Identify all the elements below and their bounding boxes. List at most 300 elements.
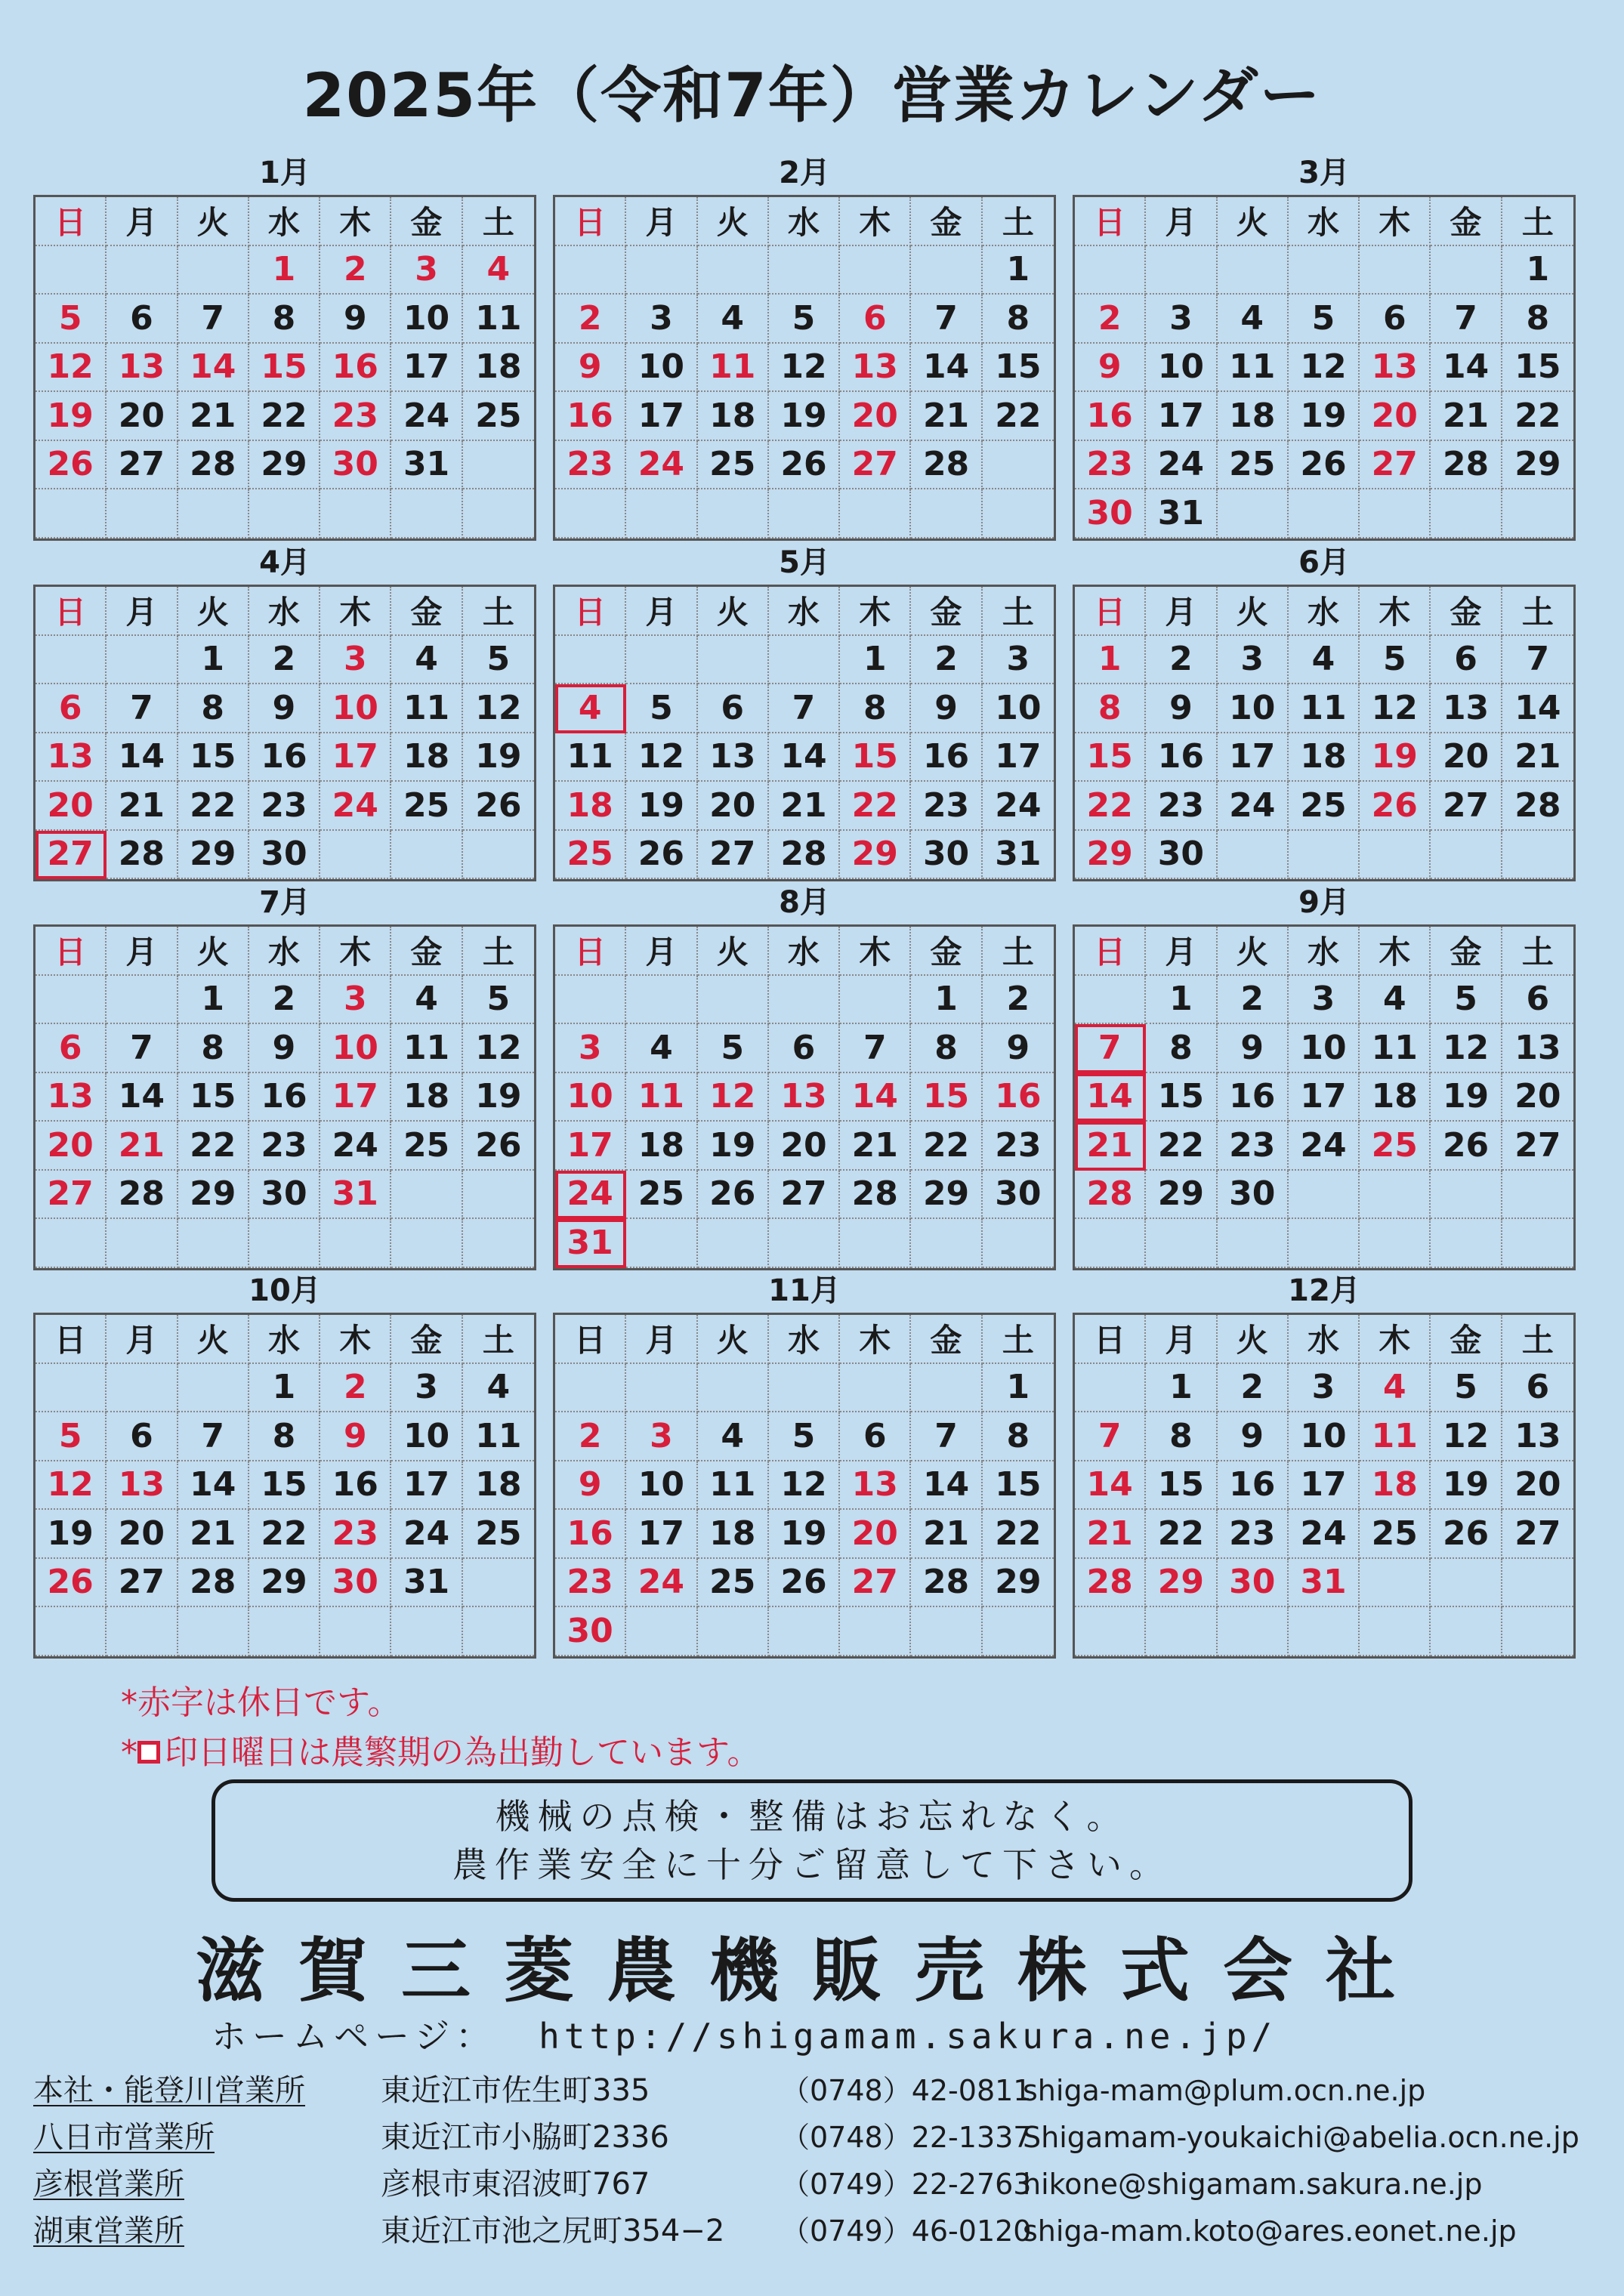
month-calendar xyxy=(33,881,536,1269)
day-cell: 5 xyxy=(698,1024,769,1073)
day-cell: 20 xyxy=(36,1122,107,1171)
month-label: 2月 xyxy=(779,156,830,190)
day-cell: 23 xyxy=(320,392,391,441)
day-cell: 15 xyxy=(911,1073,982,1122)
company-name: 滋賀三菱農機販売株式会社 xyxy=(195,1930,1428,2011)
day-cell: 21 xyxy=(178,1510,249,1559)
day-cell: 7 xyxy=(1075,1024,1146,1073)
office-phone: （0748）42-0811 xyxy=(781,2074,1032,2107)
empty-cell xyxy=(178,1607,249,1656)
weekday-header: 金 xyxy=(391,927,462,976)
day-cell: 28 xyxy=(911,1559,982,1608)
weekday-header: 日 xyxy=(36,197,107,246)
day-cell: 23 xyxy=(1146,782,1217,831)
weekday-header: 水 xyxy=(249,927,320,976)
empty-cell xyxy=(391,1171,462,1220)
empty-cell xyxy=(1360,831,1431,880)
day-cell: 7 xyxy=(107,1024,178,1073)
day-cell: 6 xyxy=(36,684,107,733)
day-cell: 17 xyxy=(1289,1461,1360,1511)
day-cell: 18 xyxy=(1360,1461,1431,1511)
day-cell: 30 xyxy=(1218,1559,1289,1608)
weekday-header: 水 xyxy=(769,927,840,976)
office-row xyxy=(33,2160,1604,2207)
day-cell: 16 xyxy=(1146,733,1217,782)
office-email[interactable]: Shigamam-youkaichi@abelia.ocn.ne.jp xyxy=(1023,2121,1579,2154)
empty-cell xyxy=(698,1219,769,1268)
day-cell: 5 xyxy=(626,684,697,733)
day-cell: 13 xyxy=(698,733,769,782)
day-cell: 21 xyxy=(178,392,249,441)
weekday-header: 金 xyxy=(1431,197,1502,246)
empty-cell xyxy=(1289,1219,1360,1268)
day-cell: 4 xyxy=(1360,976,1431,1025)
empty-cell xyxy=(698,246,769,295)
day-cell: 10 xyxy=(555,1073,626,1122)
empty-cell xyxy=(391,489,462,539)
weekday-header: 金 xyxy=(391,197,462,246)
day-cell: 27 xyxy=(840,441,911,490)
day-cell: 21 xyxy=(911,392,982,441)
empty-cell xyxy=(1360,1607,1431,1656)
page-title: 2025年（令和7年）営業カレンダー xyxy=(302,60,1322,131)
weekday-header: 金 xyxy=(1431,587,1502,636)
day-cell: 19 xyxy=(463,1073,534,1122)
day-cell: 9 xyxy=(555,1461,626,1511)
legend-notes xyxy=(121,1678,760,1778)
day-cell: 2 xyxy=(249,636,320,685)
day-cell: 3 xyxy=(320,636,391,685)
weekday-header: 日 xyxy=(555,927,626,976)
empty-cell xyxy=(555,489,626,539)
day-cell: 16 xyxy=(1218,1461,1289,1511)
empty-cell xyxy=(769,1219,840,1268)
empty-cell xyxy=(1431,831,1502,880)
empty-cell xyxy=(769,489,840,539)
empty-cell xyxy=(107,246,178,295)
day-cell: 4 xyxy=(698,295,769,344)
weekday-header: 火 xyxy=(698,587,769,636)
day-cell: 27 xyxy=(840,1559,911,1608)
note-workday-text: 印日曜日は農繁期の為出勤しています。 xyxy=(165,1733,761,1772)
office-address: 東近江市池之尻町354−2 xyxy=(381,2214,725,2248)
day-cell: 14 xyxy=(178,344,249,393)
office-phone: （0748）22-1337 xyxy=(781,2121,1032,2154)
month-grid xyxy=(33,195,536,541)
weekday-header: 土 xyxy=(1502,927,1573,976)
day-cell: 29 xyxy=(249,441,320,490)
office-row xyxy=(33,2113,1604,2160)
office-address: 東近江市小脇町2336 xyxy=(381,2120,669,2155)
day-cell: 1 xyxy=(249,1364,320,1413)
day-cell: 26 xyxy=(36,441,107,490)
empty-cell xyxy=(463,1219,534,1268)
day-cell: 15 xyxy=(1146,1073,1217,1122)
empty-cell xyxy=(391,1607,462,1656)
day-cell: 25 xyxy=(463,392,534,441)
office-name: 八日市営業所 xyxy=(33,2120,215,2155)
day-cell: 19 xyxy=(36,1510,107,1559)
empty-cell xyxy=(626,246,697,295)
month-calendar xyxy=(33,1269,536,1668)
weekday-header: 火 xyxy=(698,197,769,246)
day-cell: 7 xyxy=(178,295,249,344)
day-cell: 10 xyxy=(391,1412,462,1461)
day-cell: 18 xyxy=(1289,733,1360,782)
weekday-header: 水 xyxy=(1289,1315,1360,1364)
month-label: 9月 xyxy=(1298,885,1350,920)
day-cell: 26 xyxy=(1431,1510,1502,1559)
day-cell: 29 xyxy=(1075,831,1146,880)
day-cell: 27 xyxy=(1502,1122,1573,1171)
day-cell: 29 xyxy=(983,1559,1054,1608)
day-cell: 21 xyxy=(1431,392,1502,441)
day-cell: 28 xyxy=(840,1171,911,1220)
weekday-header: 土 xyxy=(983,927,1054,976)
day-cell: 11 xyxy=(698,1461,769,1511)
day-cell: 9 xyxy=(320,295,391,344)
day-cell: 25 xyxy=(1360,1122,1431,1171)
day-cell: 8 xyxy=(249,295,320,344)
month-label: 3月 xyxy=(1298,156,1350,190)
day-cell: 8 xyxy=(840,684,911,733)
day-cell: 1 xyxy=(983,246,1054,295)
weekday-header: 火 xyxy=(698,1315,769,1364)
weekday-header: 水 xyxy=(249,1315,320,1364)
empty-cell xyxy=(391,831,462,880)
empty-cell xyxy=(626,1219,697,1268)
office-address: 東近江市佐生町335 xyxy=(381,2073,650,2108)
day-cell: 19 xyxy=(1289,392,1360,441)
day-cell: 11 xyxy=(626,1073,697,1122)
empty-cell xyxy=(36,1607,107,1656)
day-cell: 10 xyxy=(1289,1412,1360,1461)
day-cell: 20 xyxy=(769,1122,840,1171)
empty-cell xyxy=(840,1364,911,1413)
day-cell: 14 xyxy=(1431,344,1502,393)
day-cell: 24 xyxy=(391,1510,462,1559)
weekday-header: 木 xyxy=(320,927,391,976)
day-cell: 15 xyxy=(178,733,249,782)
day-cell: 14 xyxy=(840,1073,911,1122)
day-cell: 25 xyxy=(626,1171,697,1220)
empty-cell xyxy=(1502,489,1573,539)
empty-cell xyxy=(107,976,178,1025)
empty-cell xyxy=(626,636,697,685)
day-cell: 1 xyxy=(1502,246,1573,295)
weekday-header: 火 xyxy=(1218,927,1289,976)
day-cell: 22 xyxy=(1146,1122,1217,1171)
empty-cell xyxy=(983,1219,1054,1268)
day-cell: 26 xyxy=(36,1559,107,1608)
day-cell: 4 xyxy=(698,1412,769,1461)
day-cell: 2 xyxy=(1218,1364,1289,1413)
day-cell: 7 xyxy=(840,1024,911,1073)
day-cell: 30 xyxy=(249,831,320,880)
office-email[interactable]: shiga-mam.koto@ares.eonet.ne.jp xyxy=(1023,2214,1517,2248)
day-cell: 2 xyxy=(320,246,391,295)
day-cell: 4 xyxy=(391,636,462,685)
day-cell: 23 xyxy=(555,441,626,490)
day-cell: 22 xyxy=(983,392,1054,441)
weekday-header: 日 xyxy=(1075,587,1146,636)
day-cell: 3 xyxy=(391,246,462,295)
day-cell: 10 xyxy=(391,295,462,344)
day-cell: 12 xyxy=(769,344,840,393)
empty-cell xyxy=(107,1607,178,1656)
empty-cell xyxy=(107,1364,178,1413)
day-cell: 8 xyxy=(983,1412,1054,1461)
day-cell: 26 xyxy=(769,441,840,490)
day-cell: 1 xyxy=(1146,976,1217,1025)
day-cell: 11 xyxy=(391,684,462,733)
weekday-header: 木 xyxy=(1360,587,1431,636)
day-cell: 24 xyxy=(1289,1510,1360,1559)
day-cell: 24 xyxy=(1218,782,1289,831)
day-cell: 25 xyxy=(698,441,769,490)
day-cell: 18 xyxy=(626,1122,697,1171)
day-cell: 15 xyxy=(983,1461,1054,1511)
empty-cell xyxy=(463,441,534,490)
day-cell: 13 xyxy=(769,1073,840,1122)
day-cell: 25 xyxy=(391,1122,462,1171)
empty-cell xyxy=(698,1364,769,1413)
weekday-header: 水 xyxy=(769,587,840,636)
day-cell: 21 xyxy=(769,782,840,831)
day-cell: 31 xyxy=(1289,1559,1360,1608)
empty-cell xyxy=(1075,1607,1146,1656)
day-cell: 3 xyxy=(626,1412,697,1461)
day-cell: 6 xyxy=(1502,976,1573,1025)
month-grid xyxy=(553,924,1056,1270)
empty-cell xyxy=(769,1607,840,1656)
day-cell: 30 xyxy=(320,441,391,490)
weekday-header: 日 xyxy=(555,587,626,636)
empty-cell xyxy=(1360,1219,1431,1268)
day-cell: 10 xyxy=(1218,684,1289,733)
day-cell: 8 xyxy=(983,295,1054,344)
day-cell: 20 xyxy=(1502,1073,1573,1122)
empty-cell xyxy=(1360,1559,1431,1608)
day-cell: 22 xyxy=(249,1510,320,1559)
day-cell: 15 xyxy=(840,733,911,782)
day-cell: 19 xyxy=(769,392,840,441)
month-calendar xyxy=(1073,881,1576,1269)
day-cell: 3 xyxy=(1146,295,1217,344)
office-email[interactable]: hikone@shigamam.sakura.ne.jp xyxy=(1023,2168,1483,2201)
day-cell: 18 xyxy=(463,1461,534,1511)
day-cell: 27 xyxy=(107,441,178,490)
month-label: 1月 xyxy=(259,156,310,190)
day-cell: 6 xyxy=(107,295,178,344)
day-cell: 11 xyxy=(1289,684,1360,733)
day-cell: 4 xyxy=(1360,1364,1431,1413)
empty-cell xyxy=(36,636,107,685)
empty-cell xyxy=(698,1607,769,1656)
day-cell: 19 xyxy=(1431,1073,1502,1122)
note-holiday: *赤字は休日です。 xyxy=(121,1683,401,1722)
day-cell: 10 xyxy=(1146,344,1217,393)
empty-cell xyxy=(1360,1171,1431,1220)
office-phone: （0749）22-2763 xyxy=(781,2168,1032,2201)
office-email[interactable]: shiga-mam@plum.ocn.ne.jp xyxy=(1023,2074,1426,2107)
day-cell: 6 xyxy=(1502,1364,1573,1413)
weekday-header: 月 xyxy=(1146,587,1217,636)
day-cell: 21 xyxy=(1502,733,1573,782)
safety-notice xyxy=(211,1779,1413,1902)
empty-cell xyxy=(178,246,249,295)
empty-cell xyxy=(320,1219,391,1268)
day-cell: 11 xyxy=(1218,344,1289,393)
day-cell: 22 xyxy=(1075,782,1146,831)
day-cell: 14 xyxy=(769,733,840,782)
red-box-icon xyxy=(137,1741,160,1764)
day-cell: 10 xyxy=(320,1024,391,1073)
day-cell: 31 xyxy=(555,1219,626,1268)
empty-cell xyxy=(1502,1219,1573,1268)
day-cell: 11 xyxy=(555,733,626,782)
day-cell: 24 xyxy=(320,1122,391,1171)
day-cell: 5 xyxy=(1360,636,1431,685)
day-cell: 23 xyxy=(983,1122,1054,1171)
day-cell: 14 xyxy=(178,1461,249,1511)
weekday-header: 土 xyxy=(1502,197,1573,246)
day-cell: 25 xyxy=(1218,441,1289,490)
weekday-header: 火 xyxy=(1218,587,1289,636)
day-cell: 8 xyxy=(178,1024,249,1073)
day-cell: 16 xyxy=(249,733,320,782)
day-cell: 9 xyxy=(1146,684,1217,733)
day-cell: 13 xyxy=(840,344,911,393)
day-cell: 6 xyxy=(840,295,911,344)
empty-cell xyxy=(1502,1607,1573,1656)
day-cell: 28 xyxy=(107,1171,178,1220)
homepage-url[interactable]: http://shigamam.sakura.ne.jp/ xyxy=(539,2016,1277,2057)
day-cell: 20 xyxy=(36,782,107,831)
month-label: 8月 xyxy=(779,885,830,920)
day-cell: 5 xyxy=(36,1412,107,1461)
empty-cell xyxy=(769,636,840,685)
day-cell: 3 xyxy=(1289,976,1360,1025)
empty-cell xyxy=(983,489,1054,539)
day-cell: 27 xyxy=(1502,1510,1573,1559)
empty-cell xyxy=(1431,1607,1502,1656)
day-cell: 18 xyxy=(698,1510,769,1559)
homepage-line xyxy=(211,2009,1277,2059)
day-cell: 26 xyxy=(769,1559,840,1608)
month-calendar xyxy=(553,881,1056,1269)
day-cell: 27 xyxy=(1360,441,1431,490)
empty-cell xyxy=(1502,1171,1573,1220)
month-grid xyxy=(553,585,1056,881)
empty-cell xyxy=(769,976,840,1025)
day-cell: 17 xyxy=(1146,392,1217,441)
office-name: 湖東営業所 xyxy=(33,2214,184,2248)
day-cell: 28 xyxy=(1075,1559,1146,1608)
day-cell: 5 xyxy=(769,295,840,344)
empty-cell xyxy=(1502,831,1573,880)
weekday-header: 日 xyxy=(1075,197,1146,246)
day-cell: 27 xyxy=(769,1171,840,1220)
day-cell: 4 xyxy=(391,976,462,1025)
day-cell: 17 xyxy=(391,1461,462,1511)
day-cell: 13 xyxy=(36,1073,107,1122)
empty-cell xyxy=(1146,1607,1217,1656)
day-cell: 27 xyxy=(698,831,769,880)
day-cell: 31 xyxy=(320,1171,391,1220)
day-cell: 13 xyxy=(1360,344,1431,393)
day-cell: 4 xyxy=(555,684,626,733)
day-cell: 14 xyxy=(1502,684,1573,733)
day-cell: 3 xyxy=(555,1024,626,1073)
day-cell: 26 xyxy=(463,1122,534,1171)
day-cell: 14 xyxy=(1075,1461,1146,1511)
day-cell: 5 xyxy=(1431,976,1502,1025)
month-calendar xyxy=(33,541,536,881)
empty-cell xyxy=(1431,1171,1502,1220)
day-cell: 25 xyxy=(1360,1510,1431,1559)
day-cell: 8 xyxy=(1502,295,1573,344)
day-cell: 20 xyxy=(1502,1461,1573,1511)
day-cell: 30 xyxy=(320,1559,391,1608)
homepage-label: ホームページ： xyxy=(211,2016,497,2057)
weekday-header: 土 xyxy=(463,927,534,976)
empty-cell xyxy=(1218,246,1289,295)
day-cell: 8 xyxy=(1146,1024,1217,1073)
month-calendar xyxy=(1073,151,1576,541)
month-label: 7月 xyxy=(259,885,310,920)
day-cell: 7 xyxy=(178,1412,249,1461)
day-cell: 16 xyxy=(555,1510,626,1559)
empty-cell xyxy=(840,489,911,539)
empty-cell xyxy=(1502,1559,1573,1608)
day-cell: 15 xyxy=(1146,1461,1217,1511)
day-cell: 7 xyxy=(911,1412,982,1461)
office-row xyxy=(33,2207,1604,2254)
day-cell: 12 xyxy=(463,1024,534,1073)
day-cell: 7 xyxy=(107,684,178,733)
weekday-header: 土 xyxy=(463,1315,534,1364)
day-cell: 5 xyxy=(1431,1364,1502,1413)
day-cell: 28 xyxy=(1431,441,1502,490)
empty-cell xyxy=(320,1607,391,1656)
month-calendar xyxy=(553,151,1056,541)
weekday-header: 水 xyxy=(1289,927,1360,976)
empty-cell xyxy=(840,1219,911,1268)
day-cell: 22 xyxy=(178,1122,249,1171)
weekday-header: 火 xyxy=(1218,197,1289,246)
empty-cell xyxy=(1146,1219,1217,1268)
day-cell: 22 xyxy=(178,782,249,831)
month-grid xyxy=(33,924,536,1270)
day-cell: 24 xyxy=(1146,441,1217,490)
day-cell: 16 xyxy=(320,1461,391,1511)
weekday-header: 火 xyxy=(1218,1315,1289,1364)
day-cell: 2 xyxy=(555,295,626,344)
day-cell: 30 xyxy=(555,1607,626,1656)
weekday-header: 金 xyxy=(1431,927,1502,976)
weekday-header: 日 xyxy=(1075,1315,1146,1364)
day-cell: 4 xyxy=(463,246,534,295)
empty-cell xyxy=(1289,246,1360,295)
empty-cell xyxy=(626,489,697,539)
day-cell: 26 xyxy=(463,782,534,831)
month-calendar xyxy=(33,151,536,541)
day-cell: 25 xyxy=(555,831,626,880)
day-cell: 13 xyxy=(1502,1412,1573,1461)
day-cell: 16 xyxy=(911,733,982,782)
day-cell: 6 xyxy=(840,1412,911,1461)
